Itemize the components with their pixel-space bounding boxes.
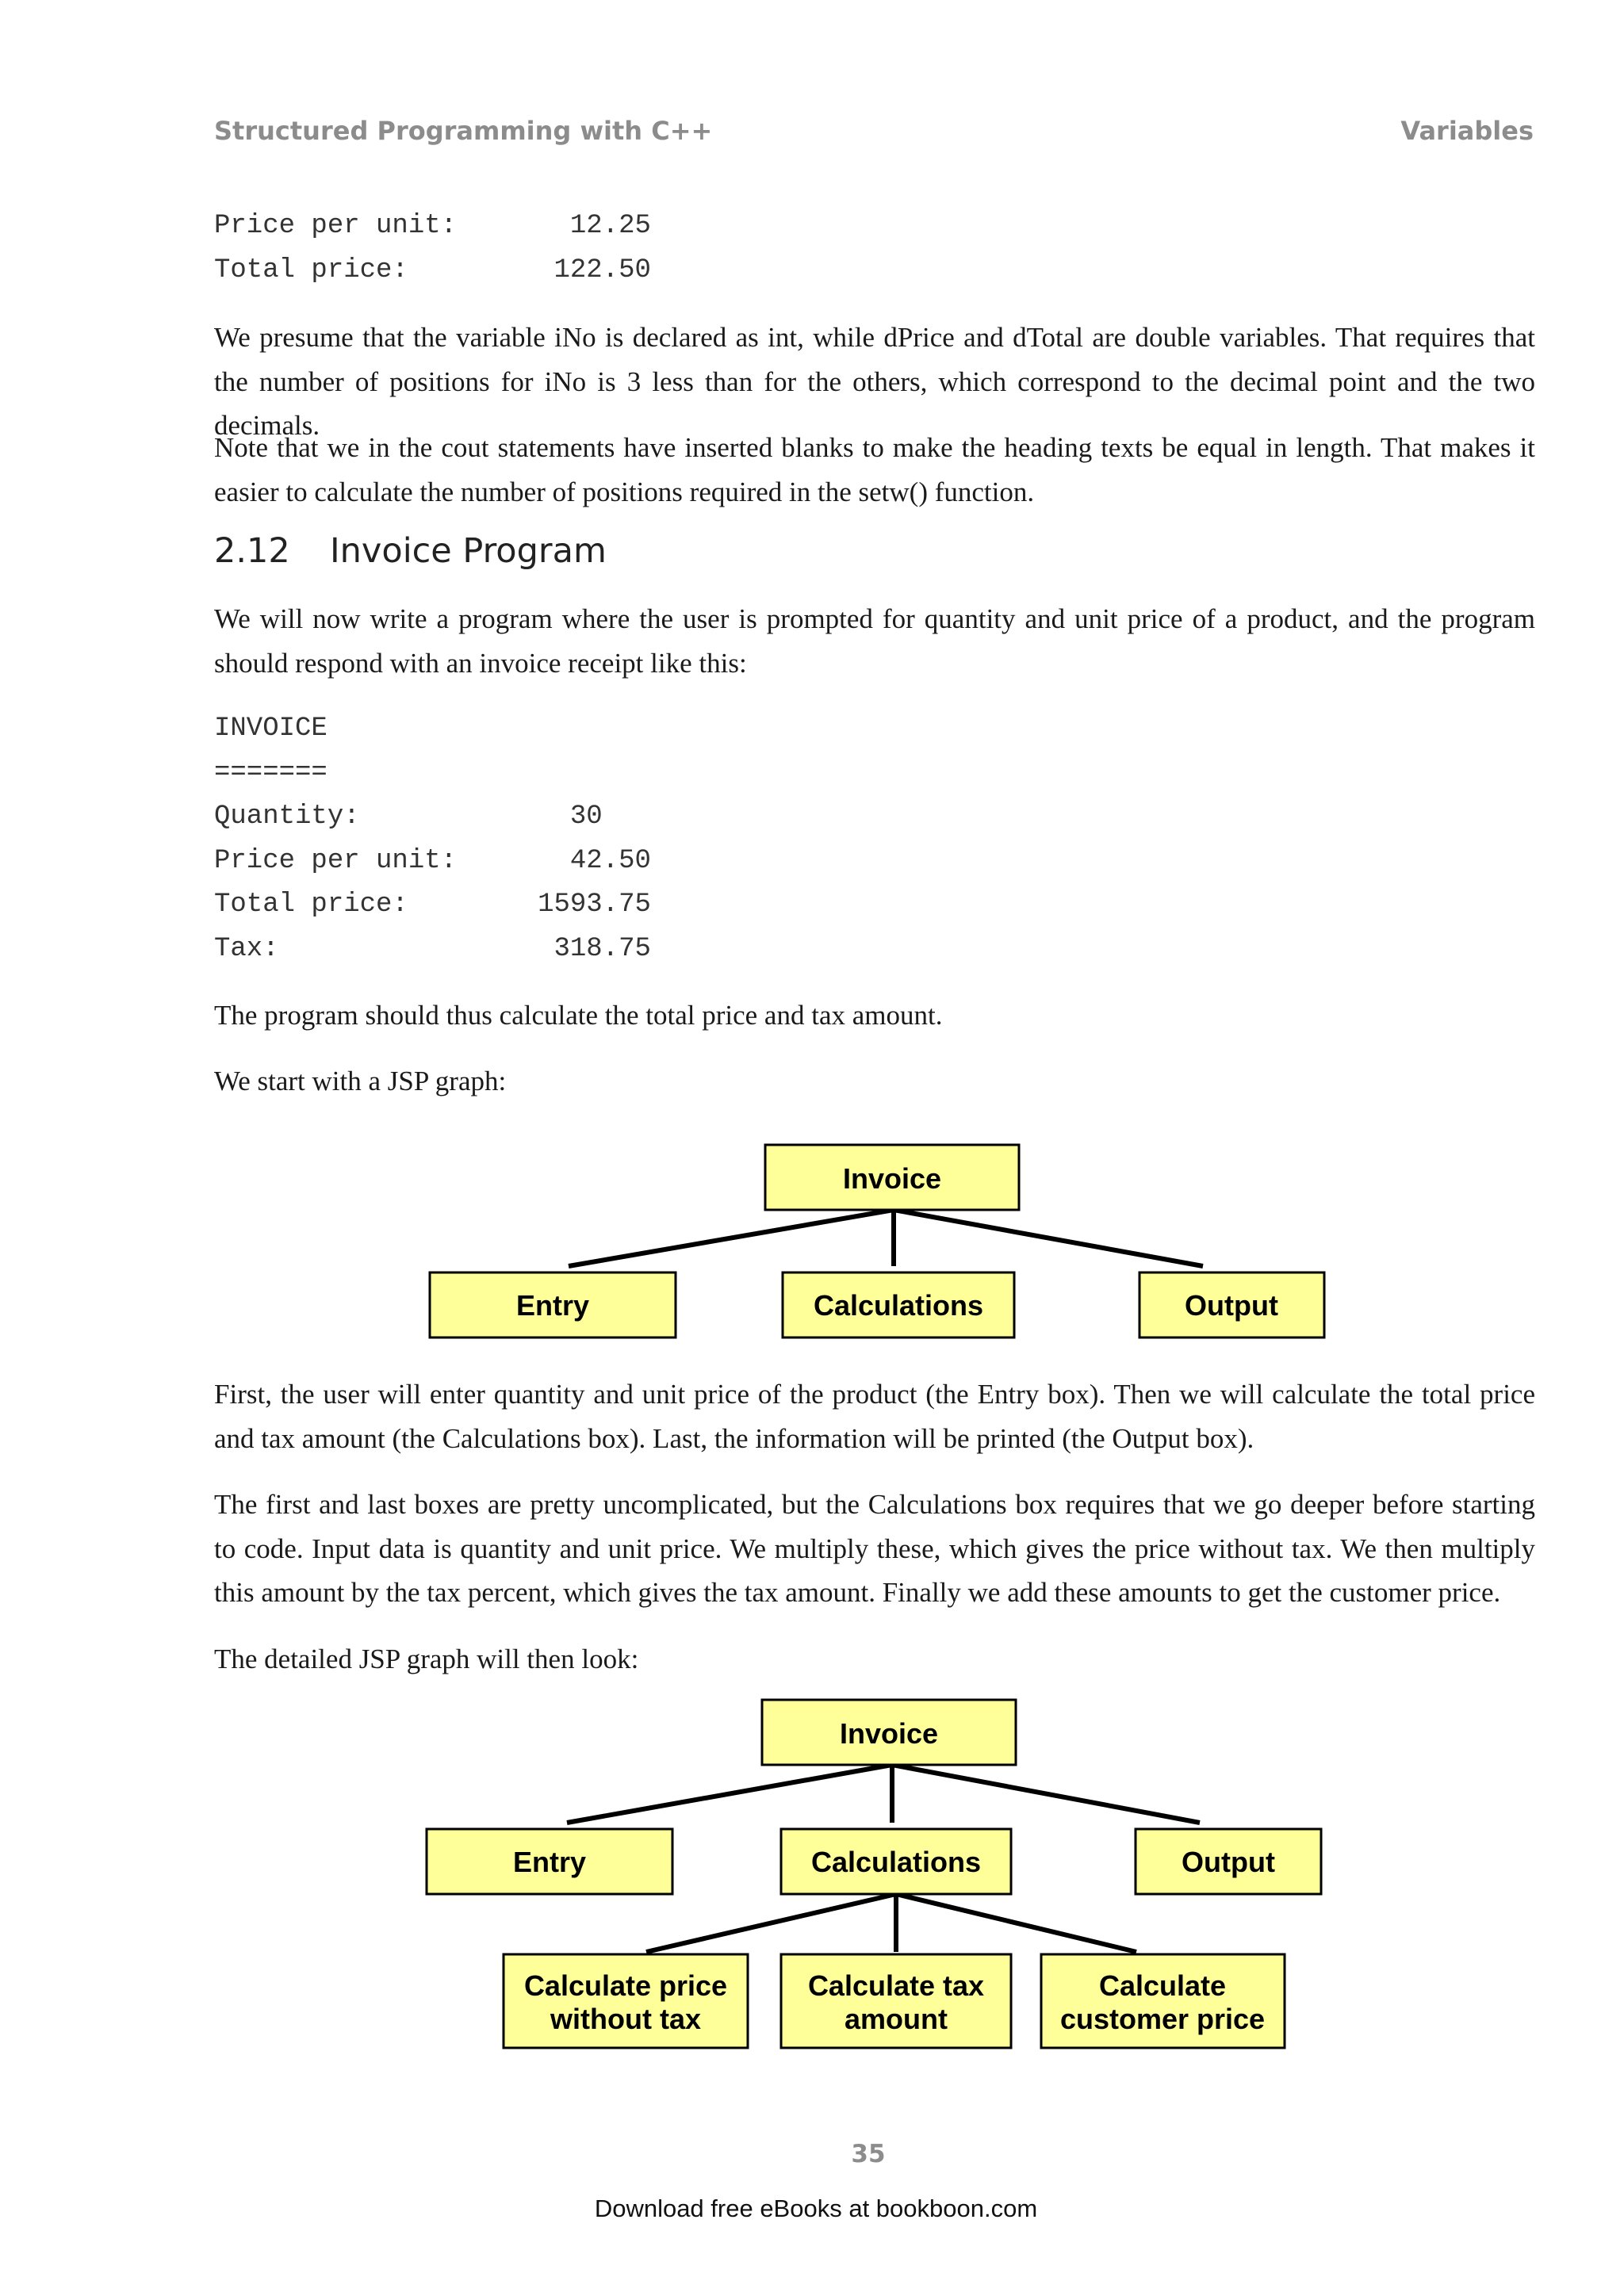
connector-line: [569, 1210, 894, 1266]
box-calculate-customer-price: [1041, 1954, 1285, 2048]
box-label-line2: amount: [845, 2003, 948, 2035]
box-invoice: [762, 1700, 1016, 1765]
page-number: 35: [851, 2140, 886, 2168]
jsp-graph-simple: [0, 1134, 1624, 1356]
code-output-price: Price per unit: 12.25 Total price: 122.50: [214, 211, 651, 285]
running-header-title: Structured Programming with C++: [214, 116, 713, 146]
paragraph-calculate-total: The program should thus calculate the total price and tax amount.: [214, 1000, 943, 1031]
box-output: [1139, 1272, 1324, 1337]
section-title: Invoice Program: [330, 531, 607, 571]
box-label: Output: [1185, 1289, 1278, 1322]
box-calculate-price-without-tax: [504, 1954, 748, 2048]
box-label-line2: without tax: [550, 2003, 701, 2035]
jsp-graph-detailed: [0, 1689, 1624, 2069]
box-label: Invoice: [839, 1717, 939, 1750]
running-header-chapter: Variables: [1400, 116, 1534, 146]
connector-line: [892, 1765, 1200, 1823]
connector-line: [567, 1765, 892, 1823]
paragraph-detailed-jsp: The detailed JSP graph will then look:: [214, 1644, 639, 1674]
box-label: Entry: [515, 1289, 590, 1322]
code-invoice-receipt: INVOICE ======= Quantity: 30 Price per unit: 42.50 Total price: 1593.75 Tax: 318.75: [214, 714, 651, 964]
connector-line: [896, 1894, 1136, 1952]
download-ebooks-link[interactable]: Download free eBooks at bookboon.com: [594, 2195, 1038, 2222]
box-invoice: [765, 1145, 1019, 1210]
section-number: 2.12: [214, 531, 290, 571]
paragraph-entry-calculations-output: First, the user will enter quantity and unit price of the product (the Entry box). Then we will calculate the total price and tax amount (the Calculations box). Last, the information will be printed (the Output box).: [214, 1379, 1535, 1454]
box-label: Invoice: [842, 1162, 942, 1195]
box-calculate-tax-amount: [781, 1954, 1011, 2048]
box-label: Calculations: [813, 1289, 984, 1322]
box-label-line1: Calculate tax: [807, 1969, 985, 2002]
box-label: Entry: [512, 1846, 587, 1878]
box-label: Calculations: [810, 1846, 982, 1878]
box-entry: [427, 1829, 672, 1894]
box-calculations: [783, 1272, 1014, 1337]
paragraph-variable-types: We presume that the variable iNo is declared as int, while dPrice and dTotal are double variables. That requires that the number of positions for iNo is 3 less than for the others, which correspond to the decimal point and the two decimals.: [214, 322, 1535, 441]
box-label-line2: customer price: [1059, 2003, 1266, 2035]
paragraph-program-intro: We will now write a program where the user is prompted for quantity and unit price of a product, and the program should respond with an invoice receipt like this:: [214, 603, 1535, 679]
section-heading: [214, 531, 607, 571]
box-label: Output: [1182, 1846, 1275, 1878]
box-entry: [430, 1272, 676, 1337]
paragraph-calculations-detail: The first and last boxes are pretty uncomplicated, but the Calculations box requires that we go deeper before starting to code. Input data is quantity and unit price. We multiply these, which gives the price without tax. We then multiply this amount by the tax percent, which gives the tax amount. Finally we add these amounts to get the customer price.: [214, 1489, 1535, 1608]
box-label-line1: Calculate: [1098, 1969, 1227, 2002]
box-calculations: [781, 1829, 1011, 1894]
box-output: [1136, 1829, 1321, 1894]
connector-line: [646, 1894, 896, 1952]
paragraph-cout-blanks: Note that we in the cout statements have inserted blanks to make the heading texts be equal in length. That makes it easier to calculate the number of positions required in the setw() function.: [214, 432, 1535, 507]
box-label-line1: Calculate price: [523, 1969, 728, 2002]
connector-line: [894, 1210, 1203, 1266]
paragraph-jsp-start: We start with a JSP graph:: [214, 1066, 507, 1096]
